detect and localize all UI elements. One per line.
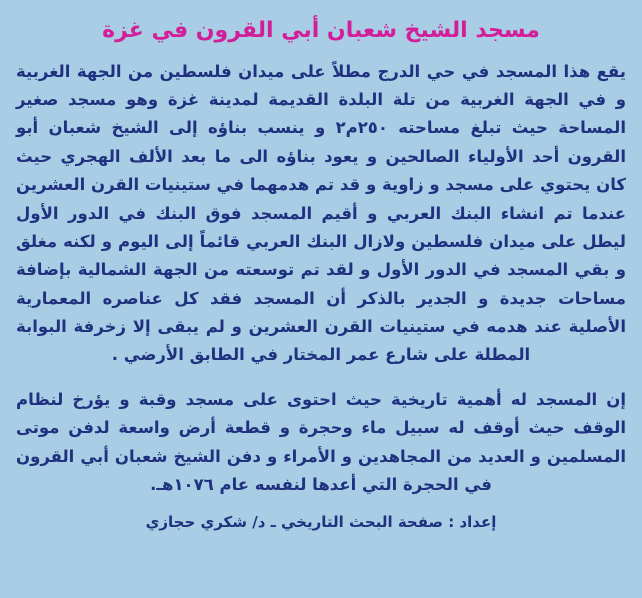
paragraph-2: إن المسجد له أهمية تاريخية حيث احتوى على مسجد وقبة و يؤرخ لنظام الوقف حيث أوقف له سبيل ماء وحجرة و قطعة أرض واسعة لدفن موتى المسلمين و العديد من المجاهدين و الأمراء و دفن الشيخ شعبان أبي القرون في الحجرة التي أعدها لنفسه عام ١٠٧٦هـ. (16, 389, 626, 494)
document-body (16, 58, 626, 500)
page-title: مسجد الشيخ شعبان أبي القرون في غزة (16, 16, 626, 46)
paragraph-1: يقع هذا المسجد في حي الدرج مطلاً على ميدان فلسطين من الجهة الغربية و في الجهة الغربية من تلة البلدة القديمة لمدينة غزة وهو مسجد صغير المساحة حيث تبلغ مساحته ٢٥٠م٢ و ينسب بناؤه إلى الشيخ شعبان أبو القرون أحد الأولياء الصالحين و يعود بناؤه الى ما بعد الألف الهجري حيث كان يحتوي على مسجد و زاوية و قد تم هدمهما في ستينيات القرن العشرين عندما تم انشاء البنك العربي و أقيم المسجد فوق البنك في الدور الأول ليطل على ميدان فلسطين ولازال البنك العربي قائماً إلى اليوم و لكنه مغلق و بقي المسجد في الدور الأول و لقد تم توسعته من الجهة الشمالية بإضافة مساحات جديدة و الجدير بالذكر أن المسجد فقد كل عناصره المعمارية الأصلية عند هدمه في ستينيات القرن العشرين و لم يبقى إلا زخرفة البوابة المطلة على شارع عمر المختار في الطابق الأرضي . (16, 61, 627, 365)
credit-line: إعداد : صفحة البحث التاريخي ـ د/ شكري حجازي (145, 513, 497, 532)
